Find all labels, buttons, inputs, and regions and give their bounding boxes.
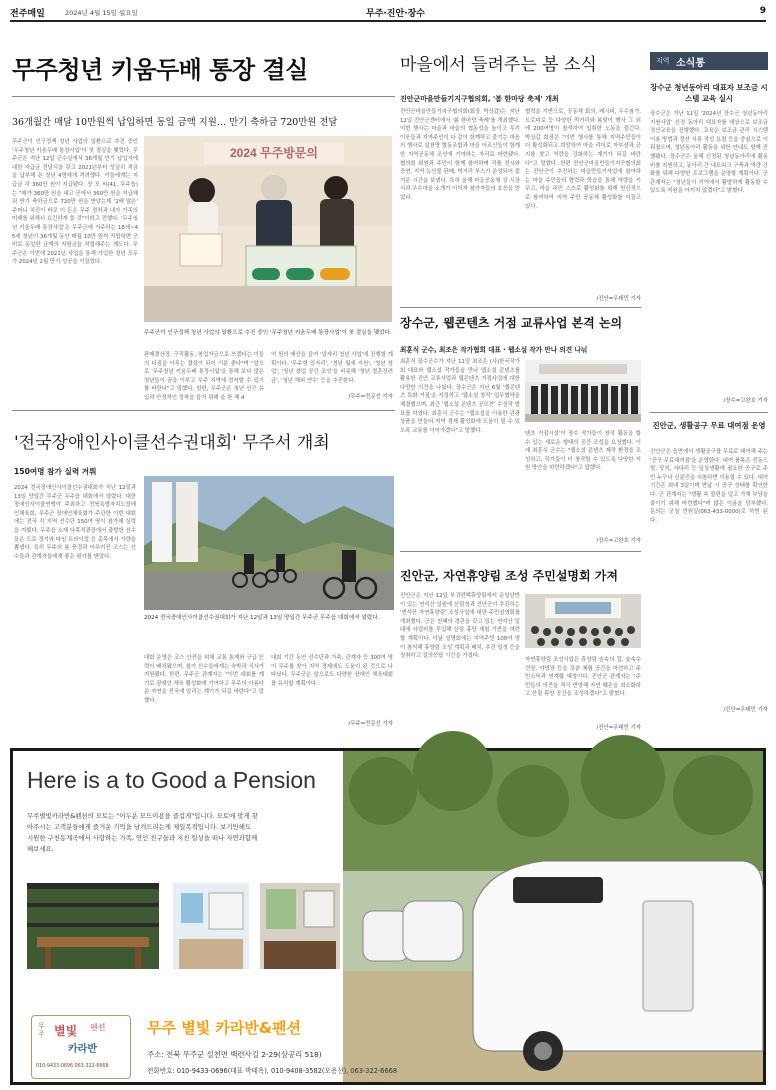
article4-photo-image (525, 594, 641, 648)
article1-photo-image (144, 136, 392, 322)
issue-date: 2024년 4월 15일 월요일 (65, 9, 138, 17)
article1-rule (12, 96, 395, 97)
article1-caption: 무주군이 인구정책 청년 사업의 일환으로 추진 중인 '무주청년 키움두배 통장사업'이 첫 결실을 맺었다. (144, 330, 392, 336)
sidebar-body2: 진안군은 읍면에서 생활공구를 무료로 대여해 주는 '공구 무료대여점'을 운영한다. 대여 품목은 전동드릴, 망치, 사다리 등 일상생활에 필요한 공구로 주민 누구나 신분증을 지참하면 이용할 수 있다. 대여 기간은 최대 3일이며 반납 시 공구 상태를 확인한다. 군 관계자는 "생활 속 불편을 덜고 가계 부담을 줄이기 위해 마련했다"며 많은 이용을 당부했다. 문의는 군청 민원실(063-433-0000)로 하면 된다. (650, 449, 768, 524)
ad-logo-mid: 별빛 (54, 1024, 78, 1038)
article3-col2: 텐츠 거점시설'이 장수 작가들이 창작 활동을 할 수 있는 새로운 형태의 공간 조성을 요청했다. 이에 최훈식 군수는 "웹소설 콘텐츠 제작 환경을 조성하고, 작가들이 더 창작할 수 있도록 다양한 지원 방안을 마련하겠다"고 답했다. (525, 431, 641, 472)
article1-byline: /무주=전문선 기자 (348, 394, 393, 400)
article1-subhead: 36개월간 매달 10만원씩 납입하면 동일 금액 지원… 만기 축하금 720만원 전달 (12, 117, 338, 128)
article4-col1: 진안군은 지난 12일 부귀편백휴양림에서 운일암반이 있는 연석산 일원에 산림청과 진안군이 추진하는 '연석산 자연휴양림' 조성사업에 대한 주민설명회를 개최했다. 군은 천혜의 경관을 갖고 있는 연석산 일대에 사업비를 투입해 산림 휴양 체험 기반을 마련할 계획이다. 이날 설명회에는 지역주민 100여 명이 참석해 휴양림 조성 계획과 배치, 추진 일정 등을 청취하고 질의응답 시간을 가졌다. (400, 593, 520, 660)
article1-photo (144, 136, 392, 322)
article5-photo (144, 476, 394, 610)
sidebar-h2: 진안군, 생활공구 무료 대여점 운영 (652, 421, 766, 430)
article4-byline: /진안=우태민 기자 (596, 725, 641, 731)
ad-bbq-photo (27, 883, 159, 969)
sidebar-tag: 지역 (656, 57, 670, 65)
article1-col1: 무주군이 인구정책 청년 사업의 일환으로 추진 중인 '무주청년 키움두배 통장사업'이 첫 결실을 맺었다. 무주군은 지난 12일 군수실에서 36개월 만기 납입자에 대한 지급금 전달식을 갖고 2021년부터 성실히 적금을 납부해 온 청년 4명에게 격려했다. 이들에게는 지급금 각 360만 원이 지급됐다. 장 모 씨(41, 무주읍)는 "매가 360만 원을 내고 군에서 360만 원을 지급해 줘 만기 축하금으로 720만 원을 받았는데 '2배 많은' 주머니 치킨이 바로 이 돈은 무주 정착과 내가 가족의 미래를 위해서 요긴하게 쓸 것"이라고 전했다. '무주청년 키움두배 통장사업'은 무주군에 거주하는 18세~45세 청년이 36개월 동안 매월 10만 원씩 적립하면 군비로 동일한 금액의 지원금을 적립해주는 제도다. 무주군은 이번에 2021년 사업을 통해 가입한 청년 모두가 2024년 2월 만기 성공을 이끌었다. (12, 139, 138, 266)
article5-col1: 2024 전국장애인사이클선수권대회가 지난 12일과 13일 양일간 무주군 무주읍 대회에서 열렸다. 대한장애인사이클연맹이 주최하고 전북특별자치도장애인체육회, 무주군 장애인체육회가 주관한 이번 대회에는 전국 각 지역 선수단 150여 명이 참가해 실력을 겨뤘다. 무주읍 소재 다목적광장에서 출발한 선수들은 도로 경기와 타임 트라이얼 등 종목에서 기량을 뽐냈다. 특히 무주의 봄 풍경과 어우러진 코스는 선수들과 관계자들에게 좋은 평가를 받았다. (14, 485, 136, 560)
page-number: 9 (759, 6, 766, 16)
article5-photo-image (144, 476, 394, 610)
article1-headline: 무주청년 키움두배 통장 결실 (12, 55, 308, 84)
sidebar-by1: /장수=고완호 기자 (723, 398, 768, 404)
ad-room-photo (260, 883, 340, 969)
article1-col3: 억 원의 예산을 들여 '일자리 청년 사업'에 진행할 계획이다. '무주형 일자리', '청년 월세 지원', '청년 창업', '청년 창업 공간 조성'을 비롯해 '청년 결혼장려금', '청년 해외 연수' 등을 추진한다. (271, 352, 393, 384)
article5-col2: 대회 운영은 코스 안전을 위해 교통 통제와 구급 인력이 배치됐으며, 참가 선수들에게는 숙박과 식사가 지원됐다. 한편, 무주군 관계자는 "이번 대회를 계기로 장애인 체육 활성화에 기여하고 무주의 아름다운 자연을 전국에 알리는 계기가 되길 바란다"고 말했다. (144, 655, 264, 704)
ad-logo-bottom: 카라반 (68, 1044, 97, 1055)
article4-col2: 자연휴양림 조성사업은 휴양림 숲속의 집, 숲속수련장, 야영장 등을 갖춘 체험 공간을 마련하고 주민소득과 연계할 예정이다. 진안군 관계자는 "주민들의 의견을 적극 반영해 자연 훼손을 최소화하고 산림 휴양 공간을 조성하겠다"고 밝혔다. (525, 657, 641, 698)
svg-text:2024 무주방문의: 2024 무주방문의 (230, 146, 318, 160)
article2-byline: /진안=우태민 기자 (596, 296, 641, 302)
sidebar-body1: 장수군은 지난 11일 '2024년 장수군 청년동아리 지원사업' 선정 동아리 대표자를 대상으로 보조금 정산교육을 진행했다. 교육은 보조금 관리 시스템 이용 방법과 정산 서류 작성 요령 등을 중심으로 이뤄졌으며, 청년동아리 활동을 위한 안내도 함께 진행됐다. 장수군은 올해 선정된 청년동아리에 활동비를 지원하고, 동아리 간 네트워크 구축과 역량 강화를 위해 다양한 프로그램을 운영할 계획이다. 군 관계자는 "청년들이 지역에서 활발하게 활동할 수 있도록 지원을 아끼지 않겠다"고 밝혔다. (650, 111, 768, 195)
article2-headline: 마을에서 들려주는 봄 소식 (400, 55, 597, 75)
article3-rule (400, 551, 641, 552)
ad-interior-photo (173, 883, 249, 969)
article1-col2: 판매결산장, 구직활동, 창업자금으로 쓰겠다는 이들의 다짐을 이루는 결실이 되어 기분 좋다"며 "앞으로 '무주청년 키움두배 통장사업'을 통해 보다 많은 청년들이 꿈을 이루고 무주 지역에 정착할 수 있기를 바란다"고 말했다. 한편, 무주군은 청년 인구 유입과 안정적인 정착을 돕기 위해 올 한 해 4 (144, 352, 264, 401)
article3-photo (525, 360, 641, 422)
sidebar-by2: /진안=우태민 기자 (723, 707, 768, 713)
article2-col1: 진안군마을만들기지구협의회(회장 박상갑)는 지난 12일 진안군센터에서 '봄 한마당 축제'를 개최했다. 이번 행사는 마을과 마을의 협동성을 높이고 우리 이웃들과 지역주민이 다 같이 함께하고 즐기는 마음의 행사로 삼천명 협동조합과 마을 어르신들이 함께한 지역공동체 조성에 기여하는 자리로 마련됐다. 협의회 회원과 주민이 함께 참여하며 작품 전시와 공연, 지역 농산물 판매, 먹거리 부스가 운영되어 즐거운 시간을 보냈다. 특히 올해 마을공동체 상 시상식과 우수마을 소개가 이어져 참가자들의 호응을 얻었다. (400, 109, 520, 201)
article5-headline: '전국장애인사이클선수권대회' 무주서 개최 (14, 433, 330, 453)
article2-col2: 협력을 기반으로, 공동체 회의, 레시피, 우수참가, 트로피로 등 다양한 먹거리와 봄맞이 행사 그 외에 200여명이 참석하여 일취한 노동을 즐긴다. 박상갑 회장은 "이번 행사를 통해 지역주민들이 더 활성화되고 희망하여 마을 리더로 자부심과 긍지를 찾고 역량을 강화하는 계기가 되길 바란다"고 말했다. 한편 진안군마을만들기지구협의회는 진안군이 추진하는 마을만들기사업에 참여하는 마을 주민들의 협력과 학습을 통해 역량을 키우고, 마을 주민 스스로 활성화를 위해 헌신적으로 참여하여 지역 주민 공동체 활성화를 이끌고 있다. (525, 109, 641, 210)
ad-desc: 무주별빛카라반&펜션의 모토는 "어두운 모드이용을 즐겁게"입니다. 모토에 맞게 찾아주시는 고객분들에게 즐거운 기억을 남겨드리는게 제일목적입니다. 보기만해도 시원한 구천동계곡에서 사랑하는 가족, 연인 친구들과 지친 일상을 떠나 자연과함께해보세요. (27, 812, 258, 853)
ad-business-name: 무주 별빛 카라반&팬션 (147, 1019, 301, 1037)
article4-photo (525, 594, 641, 648)
sidebar-h1: 장수군 청년동아리 대표자 보조금 시스템 교육 실시 (650, 83, 768, 103)
article3-headline: 장수군, 웹콘텐츠 거점 교류사업 본격 논의 (400, 316, 623, 330)
article2-rule (400, 307, 641, 308)
ad-title: Here is a to Good a Pension (27, 767, 316, 793)
paper-name: 전주매일 (10, 9, 45, 19)
article5-caption: 2024 전국장애인사이클선수권대회가 지난 12일과 13일 양일간 무주군 무주읍 대회에서 열렸다. (144, 615, 380, 621)
sidebar-title: 소식통 (676, 58, 705, 69)
section-name: 무주·진안·장수 (366, 9, 426, 19)
ad-logo (31, 1015, 131, 1079)
article5-rule (12, 410, 395, 411)
ad-logo-top: 무주 (38, 1022, 45, 1038)
ad-logo-right: 펜션 (90, 1023, 106, 1032)
ad-box (10, 748, 766, 1085)
article5-col3: 대회 기간 동안 선수단과 가족, 관계자 등 300여 명이 무주를 찾아 지역 경제에도 도움이 된 것으로 나타났다. 무주군은 앞으로도 다양한 장애인 체육대회를 유치할 계획이다. (271, 655, 393, 687)
sidebar-rule (650, 412, 768, 413)
article3-photo-image (525, 360, 641, 422)
masthead (10, 6, 766, 18)
article2-subhead: 진안군마을만들기지구협의회, '봄 한마당 축제' 개최 (400, 95, 559, 103)
article4-headline: 진안군, 자연휴양림 조성 주민설명회 가져 (400, 569, 618, 583)
ad-logo-phone: 010-9433-0696 063-322-6668 (36, 1064, 109, 1069)
article5-byline: /무주=전문선 기자 (348, 721, 393, 727)
article3-subhead: 최훈식 군수, 최조은 작가협회 대표 · 웹소설 작가 만나 의견 나눠 (400, 346, 588, 354)
article3-byline: /장수=고완호 기자 (596, 538, 641, 544)
article3-col1: 최훈식 장수군수가 지난 11일 최조은 (사)한국작가회 대표와 웹소설 작가들을 만나 웹소설 콘텐츠를 활용한 진안 교류사업과 웹콘텐츠 거점사업에 대한 다양한 의견을 나눴다. 장수군은 지난 6월 '웹콘텐츠 특화 거점'을 지정하고 '웹소설 창작' 업무협약을 체결했으며, 최근 '웹소설 콘텐츠 공모전' 수상작 발표를 하였다. 최훈식 군수는 "웹소설을 이용한 관광상품을 만들어 지역 경제 활성화에 도움이 될 수 있도록 교류를 이어가겠다"고 말했다. (400, 359, 520, 434)
ad-caravan-photo (343, 751, 763, 1082)
article5-subhead: 150여명 참가 실력 겨뤄 (14, 467, 97, 476)
sidebar-head (650, 52, 768, 70)
ad-phone: 전화번호: 010-9433-0696(대표 박태옥), 010-9408-3582(오용선), 063-322-6668 (147, 1067, 398, 1075)
masthead-rule (10, 20, 766, 22)
ad-address: 주소: 전북 무주군 설천면 백련사길 2-29(삼공리 518) (147, 1050, 322, 1059)
